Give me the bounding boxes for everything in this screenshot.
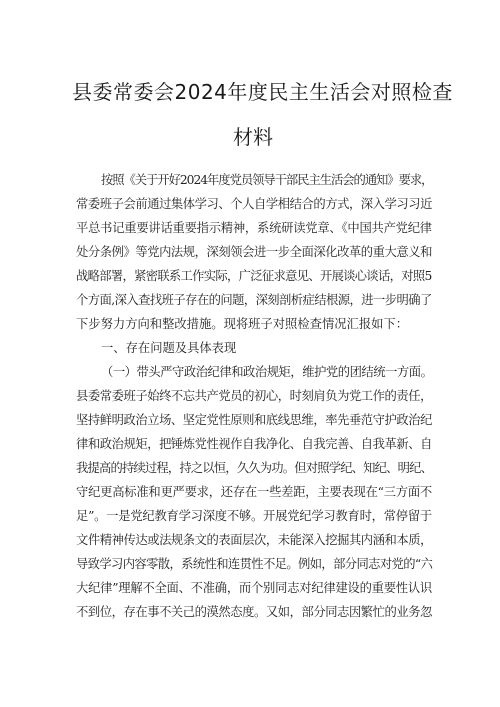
body-line: 大纪律”理解不全面、不准确，而个别同志对纪律建设的重要性认识: [76, 581, 432, 595]
body-line: 处分条例》等党内法规，深刻领会进一步全面深化改革的重大意义和: [76, 245, 433, 259]
body-line: 足”。一是党纪教育学习深度不够。开展党纪学习教育时，常停留于: [76, 509, 432, 523]
body-line: 文件精神传达或法规条文的表面层次，未能深入挖掘其内涵和本质，: [76, 533, 433, 547]
body-line: 下步努力方向和整改措施。现将班子对照检查情况汇报如下：: [76, 317, 409, 331]
body-line: 坚持鲜明政治立场、坚定党性原则和底线思维，率先垂范守护政治纪: [76, 413, 433, 427]
body-line: 我提高的持续过程，持之以恒，久久为功。但对照学纪、知纪、明纪、: [76, 461, 433, 475]
subsection-heading: （一）带头严守政治纪律和政治规矩，维护党的团结统一方面。: [101, 365, 433, 379]
body-line: 个方面,深入查找班子存在的问题，深刻剖析症结根源，进一步明确了: [76, 293, 432, 307]
body-line: 战略部署，紧密联系工作实际，广泛征求意见、开展谈心谈话，对照5: [76, 269, 432, 283]
body-line: 平总书记重要讲话重要指示精神，系统研读党章、《中国共产党纪律: [76, 221, 432, 235]
body-line: 导致学习内容零散，系统性和连贯性不足。例如，部分同志对党的“六: [76, 557, 433, 571]
body-line: 律和政治规矩，把锤炼党性视作自我净化、自我完善、自我革新、自: [76, 437, 433, 451]
body-line: 按照《关于开好2024年度党员领导干部民主生活会的通知》要求，: [101, 173, 433, 187]
document-title-continuation: 材料: [233, 125, 273, 149]
body-line: 不到位，存在事不关己的漠然态度。又如，部分同志因繁忙的业务忽: [76, 605, 433, 619]
body-line: 县委常委班子始终不忘共产党员的初心，时刻肩负为党工作的责任，: [76, 389, 433, 403]
document-title: 县委常委会2024年度民主生活会对照检查: [72, 80, 453, 104]
body-line: 守纪更高标准和更严要求，还存在一些差距，主要表现在“三方面不: [76, 485, 432, 499]
section-heading: 一、存在问题及具体表现: [101, 341, 237, 355]
body-line: 常委班子会前通过集体学习、个人自学相结合的方式，深入学习习近: [76, 197, 433, 211]
